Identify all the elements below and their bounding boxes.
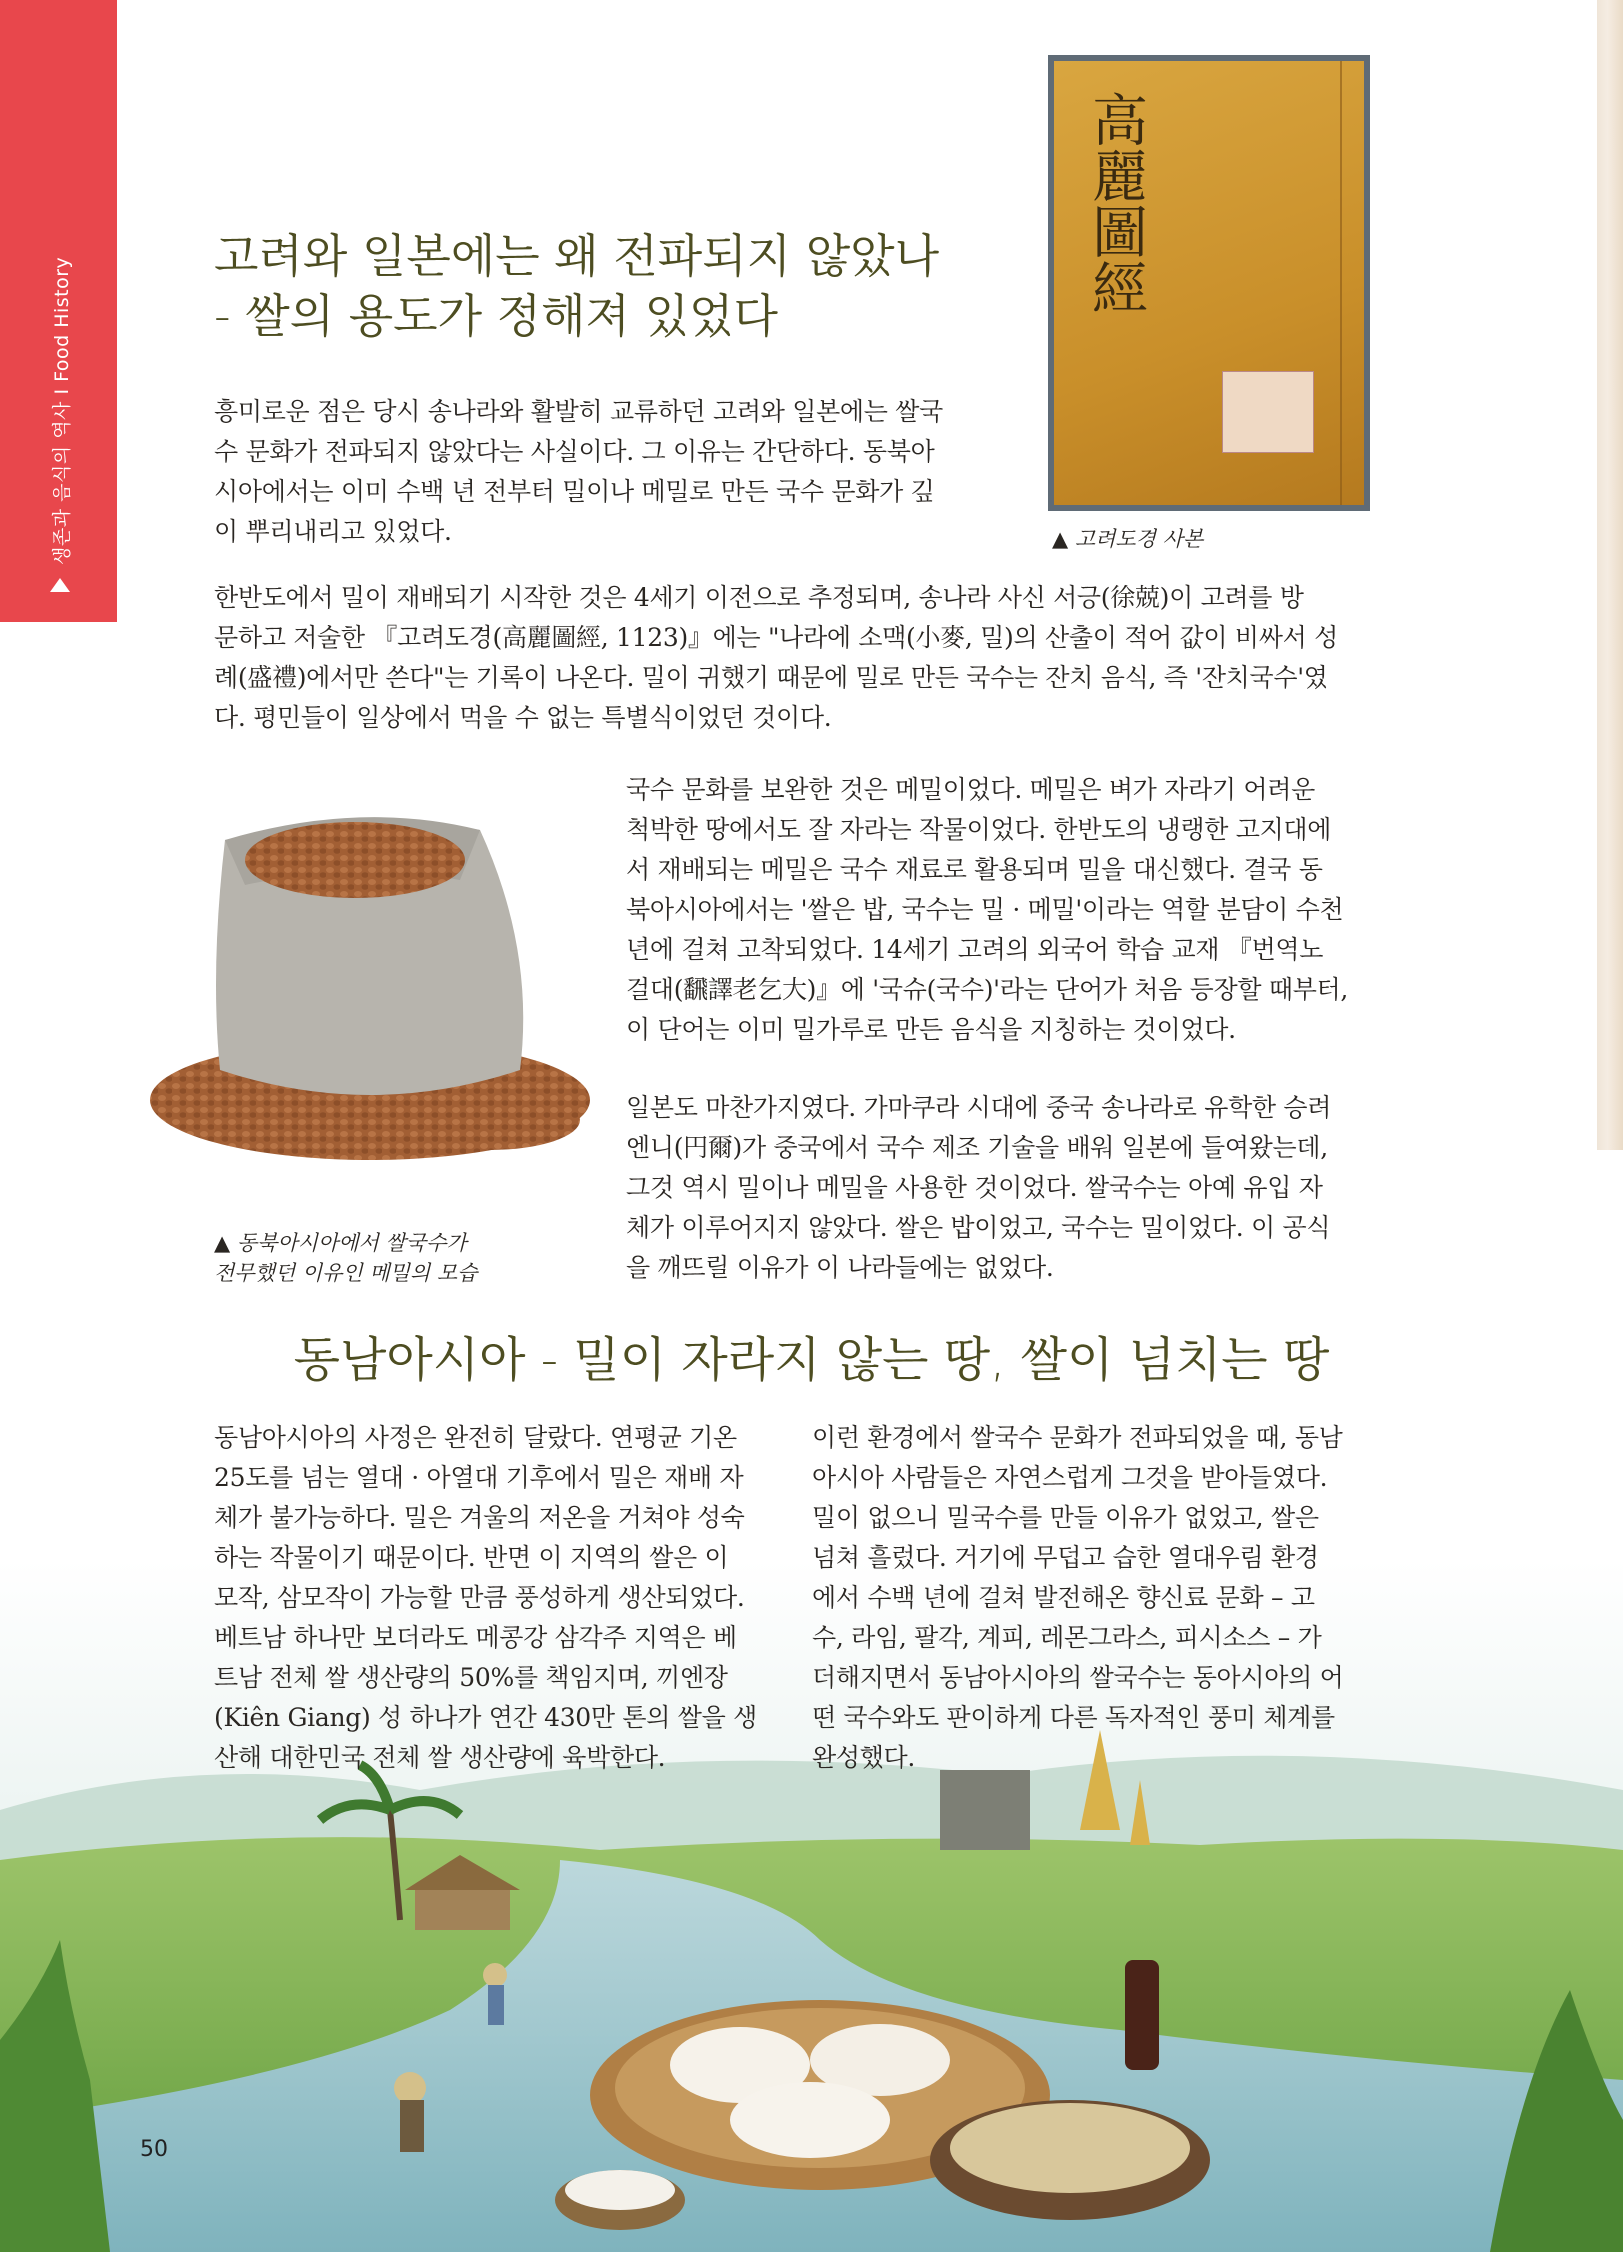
caption-line: 전무했던 이유인 메밀의 모습 xyxy=(214,1261,478,1285)
text-line: 트남 전체 쌀 생산량의 50%를 책임지며, 끼엔장 xyxy=(214,1663,728,1692)
page-edge-texture xyxy=(1597,0,1623,1150)
section-heading-southeast-asia: 동남아시아 - 밀이 자라지 않는 땅, 쌀이 넘치는 땅 xyxy=(293,1332,1330,1388)
text-line: 하는 작물이기 때문이다. 반면 이 지역의 쌀은 이 xyxy=(214,1543,729,1572)
caption-buckwheat xyxy=(214,1228,477,1288)
caption-book: ▲ 고려도경 사본 xyxy=(1052,527,1204,551)
paragraph-6 xyxy=(812,1418,1374,1778)
text-line: 25도를 넘는 열대 · 아열대 기후에서 밀은 재배 자 xyxy=(214,1463,744,1492)
text-line: 척박한 땅에서도 잘 자라는 작물이었다. 한반도의 냉랭한 고지대에 xyxy=(626,815,1332,844)
text-line: 북아시아에서는 '쌀은 밥, 국수는 밀 · 메밀'이라는 역할 분담이 수천 xyxy=(626,895,1344,924)
text-line: 베트남 하나만 보더라도 메콩강 삼각주 지역은 베 xyxy=(214,1623,737,1652)
text-line: 이런 환경에서 쌀국수 문화가 전파되었을 때, 동남 xyxy=(812,1423,1343,1452)
triangle-icon xyxy=(50,578,70,592)
paragraph-3 xyxy=(626,770,1374,1050)
text-line: 수 문화가 전파되지 않았다는 사실이다. 그 이유는 간단하다. 동북아 xyxy=(214,437,935,466)
goryeo-dogyeong-book-image xyxy=(1048,55,1370,511)
text-line: 밀이 없으니 밀국수를 만들 이유가 없었고, 쌀은 xyxy=(812,1503,1319,1532)
page-number: 50 xyxy=(140,2137,168,2162)
caption-line: ▲ 동북아시아에서 쌀국수가 xyxy=(214,1231,467,1255)
text-line: 완성했다. xyxy=(812,1743,916,1772)
text-line: 걸대(飜譯老乞大)』에 '국슈(국수)'라는 단어가 처음 등장할 때부터, xyxy=(626,975,1349,1004)
text-line: 서 재배되는 메밀은 국수 재료로 활용되며 밀을 대신했다. 결국 동 xyxy=(626,855,1323,884)
text-line: 엔니(円爾)가 중국에서 국수 제조 기술을 배워 일본에 들여왔는데, xyxy=(626,1133,1328,1162)
paragraph-2 xyxy=(214,578,1374,738)
text-line: 문하고 저술한 『고려도경(高麗圖經, 1123)』에는 "나라에 소맥(小麥, 밀)의 산출이 적어 값이 비싸서 성 xyxy=(214,623,1338,652)
text-line: 을 깨뜨릴 이유가 이 나라들에는 없었다. xyxy=(626,1253,1054,1282)
text-line: 다. 평민들이 일상에서 먹을 수 없는 특별식이었던 것이다. xyxy=(214,703,832,732)
section-heading-goryeo xyxy=(214,226,974,346)
text-line: 더해지면서 동남아시아의 쌀국수는 동아시아의 어 xyxy=(812,1663,1344,1692)
book-title: 高麗圖經 xyxy=(1083,91,1148,315)
text-line: 한반도에서 밀이 재배되기 시작한 것은 4세기 이전으로 추정되며, 송나라 사신 서긍(徐兢)이 고려를 방 xyxy=(214,583,1304,612)
text-line: 떤 국수와도 판이하게 다른 독자적인 풍미 체계를 xyxy=(812,1703,1335,1732)
text-line: 일본도 마찬가지였다. 가마쿠라 시대에 중국 송나라로 유학한 승려 xyxy=(626,1093,1332,1122)
text-line: 체가 불가능하다. 밀은 겨울의 저온을 거쳐야 성숙 xyxy=(214,1503,745,1532)
text-line: 체가 이루어지지 않았다. 쌀은 밥이었고, 국수는 밀이었다. 이 공식 xyxy=(626,1213,1331,1242)
text-line: 국수 문화를 보완한 것은 메밀이었다. 메밀은 벼가 자라기 어려운 xyxy=(626,775,1315,804)
text-line: 년에 걸쳐 고착되었다. 14세기 고려의 외국어 학습 교재 『번역노 xyxy=(626,935,1324,964)
section-label xyxy=(40,35,80,595)
text-line: (Kiên Giang) 성 하나가 연간 430만 톤의 쌀을 생 xyxy=(214,1703,757,1732)
text-line: 모작, 삼모작이 가능할 만큼 풍성하게 생산되었다. xyxy=(214,1583,745,1612)
buckwheat-sack-image xyxy=(130,770,600,1170)
heading-line: 고려와 일본에는 왜 전파되지 않았나 xyxy=(214,229,940,283)
text-line: 흥미로운 점은 당시 송나라와 활발히 교류하던 고려와 일본에는 쌀국 xyxy=(214,397,943,426)
paragraph-4 xyxy=(626,1088,1374,1288)
heading-line: - 쌀의 용도가 정해져 있었다 xyxy=(214,289,778,343)
text-line: 아시아 사람들은 자연스럽게 그것을 받아들였다. xyxy=(812,1463,1328,1492)
text-line: 이 단어는 이미 밀가루로 만든 음식을 지칭하는 것이었다. xyxy=(626,1015,1236,1044)
text-line: 례(盛禮)에서만 쓴다"는 기록이 나온다. 밀이 귀했기 때문에 밀로 만든 국수는 잔치 음식, 즉 '잔치국수'였 xyxy=(214,663,1328,692)
paragraph-1 xyxy=(214,392,984,552)
text-line: 동남아시아의 사정은 완전히 달랐다. 연평균 기온 xyxy=(214,1423,737,1452)
text-line: 수, 라임, 팔각, 계피, 레몬그라스, 피시소스 – 가 xyxy=(812,1623,1322,1652)
text-line: 이 뿌리내리고 있었다. xyxy=(214,517,452,546)
text-line: 산해 대한민국 전체 쌀 생산량에 육박한다. xyxy=(214,1743,666,1772)
text-line: 그것 역시 밀이나 메밀을 사용한 것이었다. 쌀국수는 아예 유입 자 xyxy=(626,1173,1323,1202)
section-label-text: 생존과 음식의 역사 I Food History xyxy=(50,256,73,565)
text-line: 넘쳐 흘렀다. 거기에 무덥고 습한 열대우림 환경 xyxy=(812,1543,1319,1572)
text-line: 에서 수백 년에 걸쳐 발전해온 향신료 문화 – 고 xyxy=(812,1583,1315,1612)
text-line: 시아에서는 이미 수백 년 전부터 밀이나 메밀로 만든 국수 문화가 깊 xyxy=(214,477,935,506)
paragraph-5 xyxy=(214,1418,774,1778)
book-label-sticker xyxy=(1222,371,1314,453)
